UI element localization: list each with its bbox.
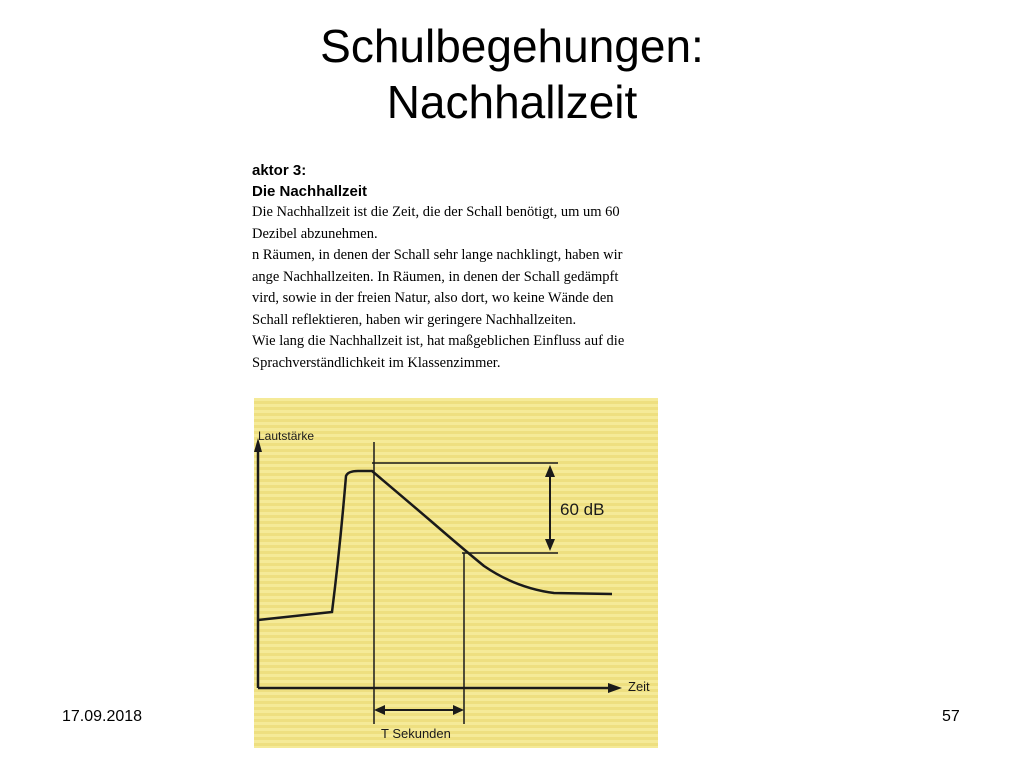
reverberation-diagram — [254, 398, 658, 748]
faktor-label: aktor 3: — [252, 162, 307, 179]
title-line-1: Schulbegehungen: — [320, 20, 704, 72]
text-line: n Räumen, in denen der Schall sehr lange nachklingt, haben wir — [252, 247, 623, 263]
y-axis-label: Lautstärke — [258, 429, 315, 443]
text-line: Dezibel abzunehmen. — [252, 225, 378, 242]
title-line-2: Nachhallzeit — [386, 76, 638, 128]
slide-date: 17.09.2018 — [62, 708, 143, 725]
slide-title — [0, 18, 1024, 130]
slide-number: 57 — [942, 708, 960, 725]
decay-label: 60 dB — [560, 500, 605, 519]
x-axis-label: Zeit — [628, 679, 650, 694]
text-line: Die Nachhallzeit ist die Zeit, die der Schall benötigt, um um 60 — [252, 204, 620, 220]
diagram-background — [254, 398, 658, 748]
text-block — [252, 160, 662, 374]
text-line: Schall reflektieren, haben wir geringere Nachhallzeiten. — [252, 311, 577, 328]
diagram-svg — [254, 398, 658, 748]
text-line: Wie lang die Nachhallzeit ist, hat maßgeblichen Einfluss auf die — [252, 333, 625, 349]
text-line: ange Nachhallzeiten. In Räumen, in denen der Schall gedämpft — [252, 268, 619, 285]
text-line: vird, sowie in der freien Natur, also dort, wo keine Wände den — [252, 290, 614, 306]
time-label: T Sekunden — [381, 726, 451, 741]
section-heading: Die Nachhallzeit — [252, 183, 368, 200]
text-line: Sprachverständlichkeit im Klassenzimmer. — [252, 354, 501, 371]
